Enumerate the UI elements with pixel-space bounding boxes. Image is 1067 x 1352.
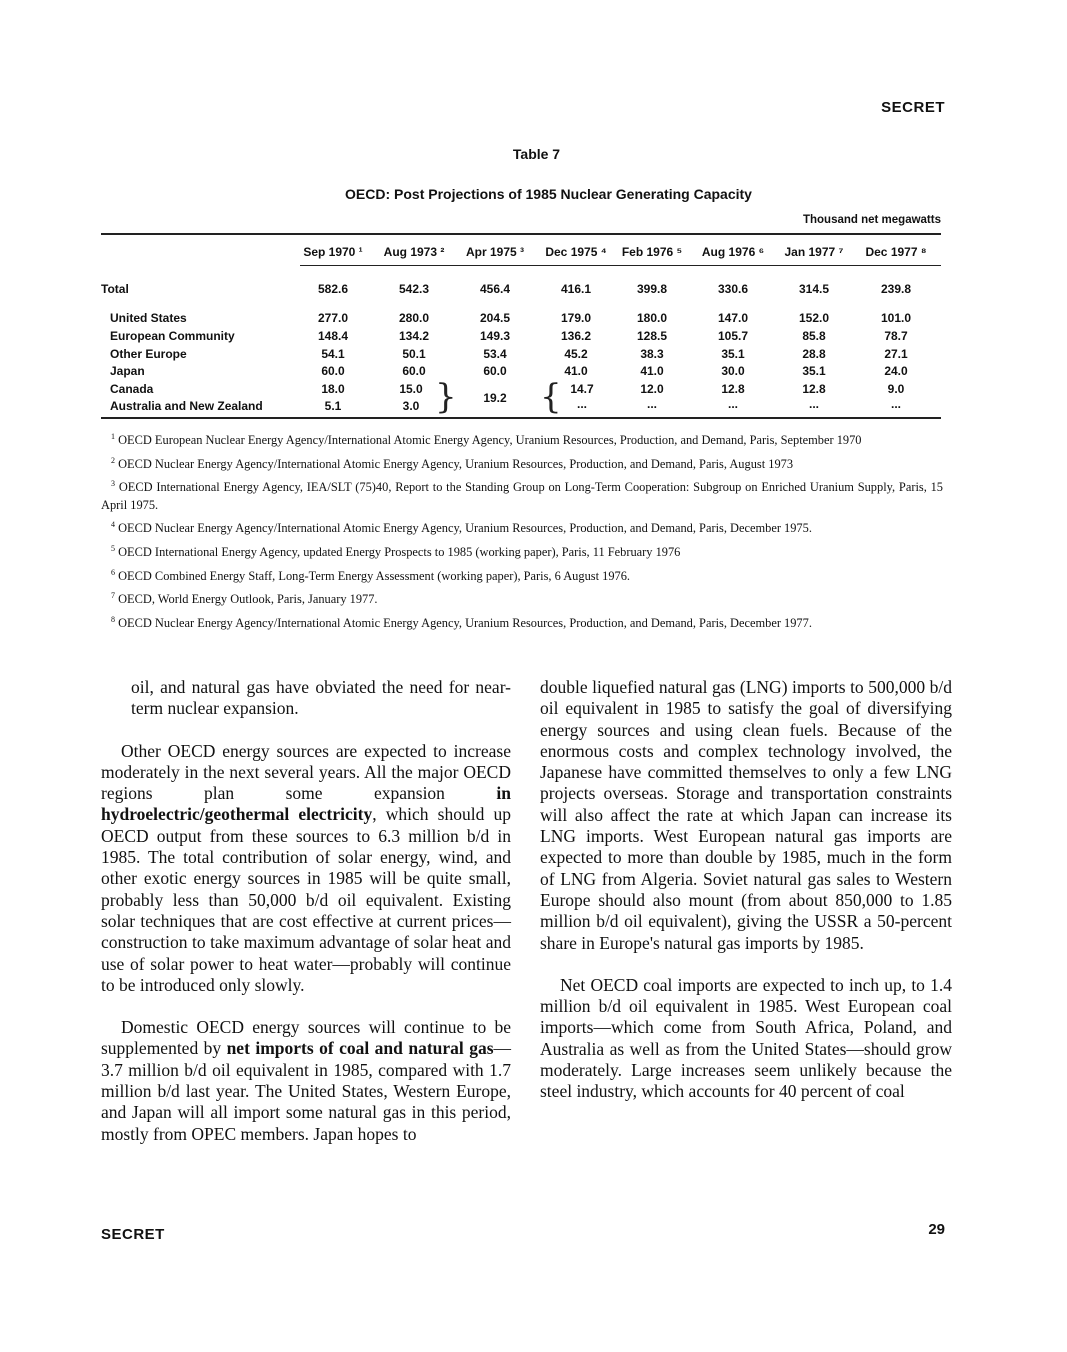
table-cell: 60.0 (483, 364, 507, 378)
table-cell: 28.8 (802, 347, 826, 361)
table-cell: 27.1 (884, 347, 908, 361)
table-cell: 45.2 (564, 347, 588, 361)
column-header: Jan 1977 ⁷ (784, 245, 844, 259)
table-cell: 204.5 (479, 311, 511, 325)
table-cell: 152.0 (798, 311, 830, 325)
body-column-right (540, 677, 952, 1124)
paragraph: Net OECD coal imports are expected to inch up, to 1.4 million b/d oil equivalent in 1985. West European coal imports—which come from South Africa, Poland, and Australia as well as from the United States—should grow moderately. Large increases seem unlikely because the steel industry, which accounts for 40 percent of coal (540, 974, 952, 1102)
row-label-united-states: United States (110, 311, 187, 325)
table-cell: ... (576, 397, 587, 411)
table-title: OECD: Post Projections of 1985 Nuclear Generating Capacity (345, 186, 752, 202)
column-header: Dec 1977 ⁸ (865, 245, 927, 259)
table-cell: 18.0 (321, 382, 345, 396)
table-cell: 314.5 (798, 282, 830, 296)
footnote: $^3$ OECD International Energy Agency, IEA/SLT (75)40, Report to the Standing Group on Long-Term Cooperation: Subgroup on Enriched Uranium Supply, Paris, 15 April 1975. (101, 479, 943, 512)
table-cell: ... (646, 397, 657, 411)
row-label-australia-new-zealand: Australia and New Zealand (110, 399, 263, 413)
right-brace-icon: } (435, 377, 457, 417)
left-brace-icon: { (540, 377, 562, 417)
table-cell: 15.0 (399, 382, 423, 396)
table-cell: 60.0 (402, 364, 426, 378)
classification-footer: SECRET (101, 1226, 165, 1243)
footnote: $^2$ OECD Nuclear Energy Agency/International Atomic Energy Agency, Uranium Resources, Production, and Demand, Paris, August 1973 (111, 455, 794, 471)
footnote: $^5$ OECD International Energy Agency, updated Energy Prospects to 1985 (working paper), Paris, 11 February 1976 (111, 544, 681, 560)
table-cell: 12.8 (721, 382, 745, 396)
table-cell: ... (727, 397, 738, 411)
column-header: Dec 1975 ⁴ (545, 245, 607, 259)
table-cell: 12.0 (640, 382, 664, 396)
paragraph: oil, and natural gas have obviated the need for near-term nuclear expansion. (131, 677, 511, 719)
table-cell: 280.0 (398, 311, 430, 325)
table-cell: 399.8 (636, 282, 668, 296)
table-cell: 179.0 (560, 311, 592, 325)
classification-header: SECRET (881, 99, 945, 116)
table-cell: 35.1 (721, 347, 745, 361)
table-cell: 35.1 (802, 364, 826, 378)
table-cell: 5.1 (324, 399, 342, 413)
table-cell: 24.0 (884, 364, 908, 378)
table-cell: 78.7 (884, 329, 908, 343)
footnote: $^8$ OECD Nuclear Energy Agency/International Atomic Energy Agency, Uranium Resources, Production, and Demand, Paris, December 1977. (111, 614, 812, 630)
table-unit: Thousand net megawatts (802, 214, 941, 226)
table-rule-bottom (101, 417, 941, 419)
table-cell-merged: 19.2 (483, 391, 507, 405)
table-cell: 12.8 (802, 382, 826, 396)
table-cell: 148.4 (317, 329, 349, 343)
column-header: Feb 1976 ⁵ (621, 245, 683, 259)
table-rule-header (300, 265, 941, 266)
table-cell: ... (808, 397, 819, 411)
table-cell: 416.1 (560, 282, 592, 296)
footnote: $^4$ OECD Nuclear Energy Agency/International Atomic Energy Agency, Uranium Resources, Production, and Demand, Paris, December 1975. (111, 520, 812, 536)
table-cell: 147.0 (717, 311, 749, 325)
table-cell: 60.0 (321, 364, 345, 378)
row-label-japan: Japan (110, 364, 145, 378)
table-cell: ... (890, 397, 901, 411)
table-cell: 38.3 (640, 347, 664, 361)
table-cell: 582.6 (317, 282, 349, 296)
paragraph: Other OECD energy sources are expected to increase moderately in the next several years. All the major OECD regions plan some expansion in hydroelectric/geothermal electricity, which should up OECD output from these sources to 6.3 million b/d in 1985. The total contribution of solar energy, wind, and other exotic energy sources in 1985 will be quite small, probably less than 50,000 b/d oil equivalent. Existing solar techniques that are cost effective at current prices—construction to take maximum advantage of solar heat and use of solar power to heat water—probably will continue to be introduced only slowly. (101, 740, 511, 995)
table-cell: 128.5 (636, 329, 668, 343)
table-rule-top (101, 233, 941, 235)
table-cell: 50.1 (402, 347, 426, 361)
row-label-european-community: European Community (110, 329, 235, 343)
table-cell: 14.7 (570, 382, 594, 396)
paragraph: double liquefied natural gas (LNG) imports to 500,000 b/d oil equivalent in 1985 to satisfy the goal of diversifying energy sources and using clean fuels. Because of the enormous costs and complex technology involved, the Japanese have committed themselves to only a few LNG projects overseas. Storage and transportation constraints will also affect the rate at which Japan can increase its LNG imports. West European natural gas imports are expected to more than double by 1985, much in the form of LNG from Algeria. Soviet natural gas sales to Western Europe should also mount (from about 850,000 to 1.85 million b/d oil equivalent), giving the USSR a 50-percent share in Europe's natural gas imports by 1985. (540, 677, 952, 953)
footnote: $^6$ OECD Combined Energy Staff, Long-Term Energy Assessment (working paper), Paris, 6 August 1976. (111, 567, 631, 583)
table-cell: 277.0 (317, 311, 349, 325)
table-cell: 330.6 (717, 282, 749, 296)
table-footnotes (101, 428, 943, 635)
table-cell: 134.2 (398, 329, 430, 343)
footnote: $^7$ OECD, World Energy Outlook, Paris, January 1977. (111, 591, 378, 607)
table-cell: 456.4 (479, 282, 511, 296)
table-cell: 41.0 (564, 364, 588, 378)
table-cell: 101.0 (880, 311, 912, 325)
table-cell: 180.0 (636, 311, 668, 325)
column-header: Apr 1975 ³ (465, 245, 525, 259)
table-cell: 9.0 (887, 382, 905, 396)
table-cell: 85.8 (802, 329, 826, 343)
row-label-other-europe: Other Europe (110, 347, 187, 361)
body-column-left (101, 677, 511, 1166)
footnote: $^1$ OECD European Nuclear Energy Agency/International Atomic Energy Agency, Uranium Resources, Production, and Demand, Paris, September 1970 (111, 432, 862, 448)
page-number: 29 (928, 1221, 945, 1238)
table-cell: 30.0 (721, 364, 745, 378)
column-header: Aug 1973 ² (383, 245, 445, 259)
row-label-canada: Canada (110, 382, 154, 396)
table-cell: 41.0 (640, 364, 664, 378)
column-header: Aug 1976 ⁶ (701, 245, 765, 259)
table-number: Table 7 (512, 146, 561, 162)
table-cell: 105.7 (717, 329, 749, 343)
table-cell: 136.2 (560, 329, 592, 343)
table-cell: 542.3 (398, 282, 430, 296)
table-cell: 239.8 (880, 282, 912, 296)
table-cell: 53.4 (483, 347, 507, 361)
column-header: Sep 1970 ¹ (303, 245, 363, 259)
row-label-total: Total (101, 282, 129, 296)
table-cell: 54.1 (321, 347, 345, 361)
table-cell: 149.3 (479, 329, 511, 343)
table-cell: 3.0 (402, 399, 420, 413)
paragraph: Domestic OECD energy sources will continue to be supplemented by net imports of coal and natural gas—3.7 million b/d oil equivalent in 1985, compared with 1.7 million b/d last year. The United States, Western Europe, and Japan will all import some natural gas in this period, mostly from OPEC members. Japan hopes to (101, 1017, 512, 1144)
